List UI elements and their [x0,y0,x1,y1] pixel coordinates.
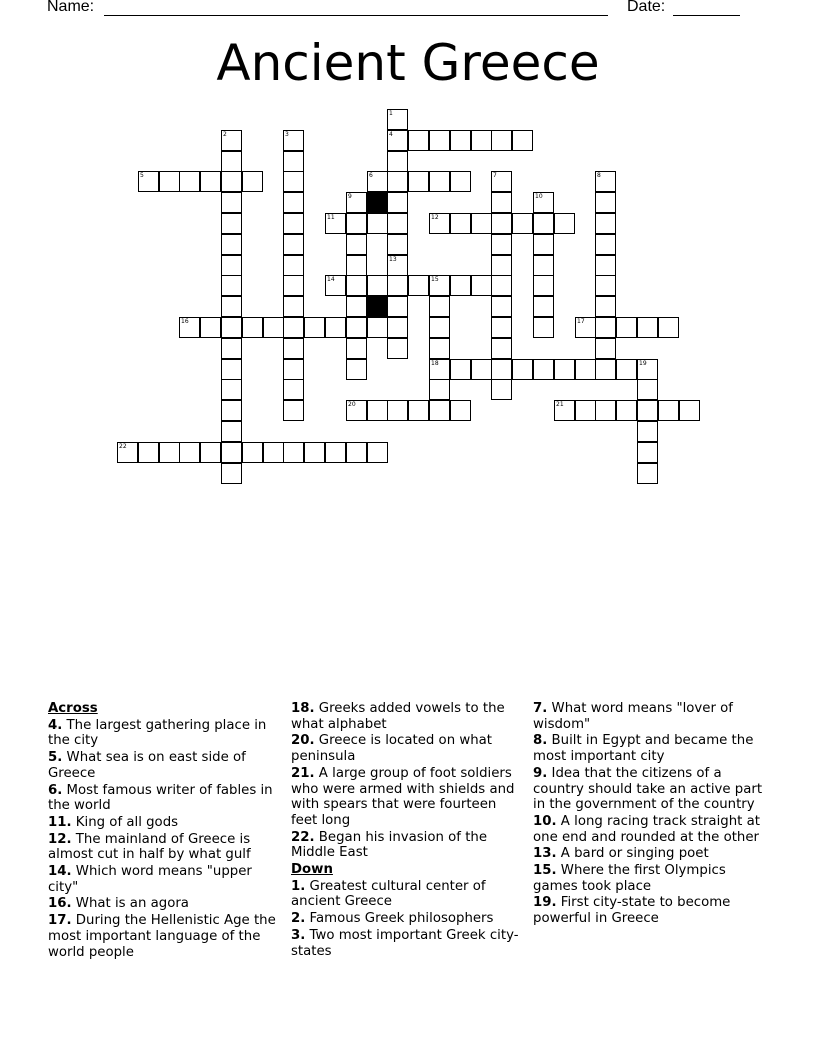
crossword-cell[interactable] [637,442,658,463]
crossword-cell[interactable] [387,130,408,151]
black-cell [367,296,388,317]
crossword-cell[interactable] [450,130,471,151]
crossword-cell[interactable] [679,400,700,421]
crossword-cell[interactable] [637,400,658,421]
crossword-cell[interactable] [283,442,304,463]
crossword-cell[interactable] [595,192,616,213]
clue-number-label: 6 [369,172,373,179]
clue-down [533,733,769,764]
clue-text: Two most important Greek city-states [291,927,519,959]
crossword-cell[interactable] [283,275,304,296]
clue-down [291,928,521,959]
crossword-cell[interactable] [242,442,263,463]
crossword-cell[interactable] [533,255,554,276]
crossword-cell[interactable] [283,151,304,172]
crossword-cell[interactable] [408,400,429,421]
clue-down [291,911,521,927]
crossword-cell[interactable] [221,130,242,151]
crossword-cell[interactable] [346,338,367,359]
crossword-cell[interactable] [387,151,408,172]
clue-number-label: 15 [431,276,439,283]
clue-text: The mainland of Greece is almost cut in half by what gulf [48,831,251,863]
clue-number: 16. [48,896,72,912]
crossword-cell[interactable] [450,359,471,380]
clues-column-3 [533,701,769,928]
crossword-cell[interactable] [491,275,512,296]
crossword-cell[interactable] [491,192,512,213]
clue-text: A long racing track straight at one end and rounded at the other [533,813,760,845]
crossword-cell[interactable] [387,213,408,234]
crossword-cell[interactable] [263,442,284,463]
crossword-cell[interactable] [595,359,616,380]
crossword-cell[interactable] [595,255,616,276]
crossword-cell[interactable] [367,171,388,192]
crossword-cell[interactable] [387,234,408,255]
crossword-cell[interactable] [491,296,512,317]
crossword-cell[interactable] [325,213,346,234]
clue-number-label: 12 [431,214,439,221]
crossword-cell[interactable] [595,234,616,255]
clue-down [533,846,769,862]
clue-text: Built in Egypt and became the most important city [533,733,754,765]
clue-number: 11. [48,814,72,830]
clue-number-label: 11 [327,214,335,221]
crossword-cell[interactable] [346,255,367,276]
clue-text: What word means "lover of wisdom" [533,701,733,732]
crossword-cell[interactable] [533,275,554,296]
crossword-cell[interactable] [367,213,388,234]
crossword-cell[interactable] [367,442,388,463]
down-heading: Down [291,862,333,878]
crossword-cell[interactable] [346,296,367,317]
crossword-grid [0,0,816,500]
crossword-cell[interactable] [117,442,138,463]
crossword-cell[interactable] [387,296,408,317]
clue-across [291,766,521,829]
crossword-cell[interactable] [512,213,533,234]
crossword-cell[interactable] [283,338,304,359]
clue-number-label: 21 [556,401,564,408]
black-cell [367,192,388,213]
crossword-cell[interactable] [658,317,679,338]
crossword-cell[interactable] [491,255,512,276]
crossword-cell[interactable] [346,317,367,338]
clue-number: 7. [533,701,548,716]
crossword-cell[interactable] [283,130,304,151]
crossword-cell[interactable] [491,359,512,380]
crossword-cell[interactable] [595,338,616,359]
clue-number-label: 13 [389,256,397,263]
crossword-cell[interactable] [429,213,450,234]
clue-text: A large group of foot soldiers who were armed with shields and with spears that were fourteen feet long [291,765,515,828]
crossword-cell[interactable] [221,359,242,380]
crossword-cell[interactable] [387,109,408,130]
crossword-cell[interactable] [346,442,367,463]
clue-number: 6. [48,782,63,798]
crossword-cell[interactable] [408,130,429,151]
clue-number-label: 4 [389,131,393,138]
crossword-cell[interactable] [138,442,159,463]
clue-across [48,783,280,814]
clue-text: Began his invasion of the Middle East [291,829,488,861]
crossword-cell[interactable] [200,317,221,338]
clue-number: 13. [533,846,557,862]
clue-number: 8. [533,733,548,749]
clue-number: 18. [291,701,315,716]
crossword-cell[interactable] [595,213,616,234]
crossword-cell[interactable] [221,442,242,463]
crossword-cell[interactable] [283,213,304,234]
clue-across [48,815,280,831]
crossword-cell[interactable] [429,379,450,400]
clue-number-label: 18 [431,360,439,367]
crossword-cell[interactable] [533,213,554,234]
clue-number: 9. [533,765,548,781]
crossword-cell[interactable] [429,317,450,338]
crossword-cell[interactable] [387,317,408,338]
clue-text: Where the first Olympics games took place [533,863,726,894]
clue-number: 19. [533,895,557,911]
crossword-cell[interactable] [595,171,616,192]
clue-number: 2. [291,911,306,927]
clue-text: Greece is located on what peninsula [291,733,493,765]
clue-number: 22. [291,829,315,845]
crossword-cell[interactable] [491,213,512,234]
crossword-cell[interactable] [554,359,575,380]
crossword-cell[interactable] [304,442,325,463]
clue-number-label: 22 [119,443,127,450]
page-title: Ancient Greece [216,34,600,92]
crossword-cell[interactable] [325,317,346,338]
crossword-cell[interactable] [283,379,304,400]
crossword-cell[interactable] [616,359,637,380]
crossword-cell[interactable] [221,171,242,192]
clue-number: 12. [48,831,72,847]
clue-across [291,733,521,764]
crossword-cell[interactable] [450,213,471,234]
name-label: Name: [47,0,95,15]
crossword-cell[interactable] [325,275,346,296]
clue-number: 20. [291,733,315,749]
clue-number: 1. [291,878,306,894]
crossword-cell[interactable] [429,296,450,317]
clue-text: Idea that the citizens of a country should take an active part in the government of the country [533,765,763,813]
crossword-cell[interactable] [491,234,512,255]
crossword-cell[interactable] [221,213,242,234]
crossword-cell[interactable] [346,275,367,296]
crossword-cell[interactable] [159,171,180,192]
clue-number: 14. [48,864,72,880]
crossword-cell[interactable] [221,379,242,400]
crossword-cell[interactable] [283,400,304,421]
clue-number-label: 8 [597,172,601,179]
clue-text: Greeks added vowels to the what alphabet [291,701,505,732]
clue-number-label: 7 [493,172,497,179]
crossword-cell[interactable] [387,338,408,359]
crossword-cell[interactable] [595,400,616,421]
clue-text: What is an agora [75,896,189,912]
crossword-cell[interactable] [450,171,471,192]
crossword-cell[interactable] [221,296,242,317]
clue-number-label: 10 [535,193,543,200]
crossword-cell[interactable] [283,192,304,213]
crossword-cell[interactable] [283,255,304,276]
crossword-cell[interactable] [491,379,512,400]
crossword-cell[interactable] [346,213,367,234]
crossword-cell[interactable] [221,317,242,338]
crossword-cell[interactable] [367,317,388,338]
crossword-cell[interactable] [616,400,637,421]
clue-down [533,766,769,813]
clue-text: First city-state to become powerful in Greece [533,895,731,927]
crossword-cell[interactable] [263,317,284,338]
crossword-cell[interactable] [408,275,429,296]
crossword-cell[interactable] [471,359,492,380]
clue-text: What sea is on east side of Greece [48,750,246,781]
crossword-cell[interactable] [387,400,408,421]
crossword-cell[interactable] [221,400,242,421]
crossword-cell[interactable] [200,442,221,463]
crossword-cell[interactable] [533,296,554,317]
clue-down [533,863,769,894]
crossword-cell[interactable] [637,463,658,484]
clue-text: Most famous writer of fables in the world [48,782,273,814]
crossword-cell[interactable] [200,171,221,192]
crossword-cell[interactable] [512,130,533,151]
crossword-cell[interactable] [242,171,263,192]
crossword-cell[interactable] [283,359,304,380]
crossword-cell[interactable] [429,338,450,359]
crossword-cell[interactable] [429,359,450,380]
clue-number: 17. [48,913,72,929]
crossword-cell[interactable] [179,442,200,463]
clue-number: 5. [48,750,63,766]
clue-across [291,830,521,861]
crossword-cell[interactable] [138,171,159,192]
clue-across [48,896,280,912]
crossword-cell[interactable] [159,442,180,463]
clue-number-label: 9 [348,193,352,200]
crossword-cell[interactable] [429,275,450,296]
crossword-cell[interactable] [221,192,242,213]
clue-down [533,701,769,732]
clue-text: Famous Greek philosophers [309,911,494,927]
crossword-cell[interactable] [471,213,492,234]
clue-number: 21. [291,765,315,781]
clue-number: 15. [533,863,557,879]
clue-across [291,701,521,732]
crossword-cell[interactable] [221,275,242,296]
clue-number: 10. [533,813,557,829]
clue-text: During the Hellenistic Age the most important language of the world people [48,913,276,960]
crossword-cell[interactable] [637,317,658,338]
clue-down [291,879,521,910]
crossword-cell[interactable] [283,317,304,338]
crossword-cell[interactable] [616,317,637,338]
crossword-cell[interactable] [575,400,596,421]
crossword-cell[interactable] [533,317,554,338]
clue-number-label: 20 [348,401,356,408]
clue-number-label: 19 [639,360,647,367]
crossword-cell[interactable] [491,171,512,192]
clue-number: 3. [291,927,306,943]
crossword-cell[interactable] [429,171,450,192]
crossword-cell[interactable] [554,400,575,421]
clue-text: The largest gathering place in the city [48,717,267,749]
crossword-cell[interactable] [554,213,575,234]
clue-number-label: 2 [223,131,227,138]
crossword-cell[interactable] [471,275,492,296]
crossword-cell[interactable] [346,192,367,213]
clue-text: Which word means "upper city" [48,864,252,895]
crossword-cell[interactable] [429,400,450,421]
crossword-cell[interactable] [283,171,304,192]
clue-text: A bard or singing poet [560,846,709,862]
crossword-cell[interactable] [450,400,471,421]
crossword-cell[interactable] [533,234,554,255]
crossword-cell[interactable] [658,400,679,421]
clue-across [48,750,280,781]
crossword-cell[interactable] [221,463,242,484]
crossword-cell[interactable] [637,421,658,442]
clue-number: 4. [48,717,63,733]
clue-number-label: 5 [140,172,144,179]
clue-down [533,895,769,926]
clue-across [48,832,280,863]
crossword-cell[interactable] [387,192,408,213]
crossword-cell[interactable] [533,359,554,380]
crossword-cell[interactable] [533,192,554,213]
clue-down [533,814,769,845]
date-label: Date: [627,0,666,15]
crossword-cell[interactable] [387,171,408,192]
crossword-cell[interactable] [221,255,242,276]
clue-number-label: 17 [577,318,585,325]
clue-number-label: 3 [285,131,289,138]
clue-number-label: 16 [181,318,189,325]
across-heading: Across [48,701,98,716]
crossword-cell[interactable] [575,359,596,380]
crossword-cell[interactable] [637,359,658,380]
crossword-cell[interactable] [387,255,408,276]
crossword-cell[interactable] [221,421,242,442]
clues-column-2 [291,701,521,960]
crossword-cell[interactable] [429,130,450,151]
crossword-cell[interactable] [346,359,367,380]
clue-across [48,718,280,749]
crossword-cell[interactable] [387,275,408,296]
crossword-cell[interactable] [367,275,388,296]
clue-text: King of all gods [75,814,179,830]
clue-across [48,864,280,895]
crossword-cell[interactable] [408,171,429,192]
crossword-cell[interactable] [491,317,512,338]
crossword-cell[interactable] [179,171,200,192]
crossword-cell[interactable] [242,317,263,338]
clue-number-label: 14 [327,276,335,283]
crossword-cell[interactable] [595,275,616,296]
crossword-cell[interactable] [179,317,200,338]
crossword-cell[interactable] [637,379,658,400]
crossword-cell[interactable] [491,130,512,151]
clue-text: Greatest cultural center of ancient Greece [291,878,486,910]
crossword-cell[interactable] [283,234,304,255]
clue-across [48,913,280,960]
crossword-cell[interactable] [595,317,616,338]
crossword-cell[interactable] [221,151,242,172]
crossword-cell[interactable] [325,442,346,463]
crossword-cell[interactable] [221,338,242,359]
crossword-cell[interactable] [367,400,388,421]
crossword-cell[interactable] [304,317,325,338]
crossword-cell[interactable] [575,317,596,338]
crossword-cell[interactable] [595,296,616,317]
clue-number-label: 1 [389,110,393,117]
crossword-cell[interactable] [471,130,492,151]
crossword-cell[interactable] [283,296,304,317]
crossword-cell[interactable] [450,275,471,296]
crossword-cell[interactable] [491,338,512,359]
crossword-cell[interactable] [512,359,533,380]
crossword-cell[interactable] [346,400,367,421]
crossword-cell[interactable] [346,234,367,255]
crossword-cell[interactable] [221,234,242,255]
clues-column-1 [48,701,280,961]
